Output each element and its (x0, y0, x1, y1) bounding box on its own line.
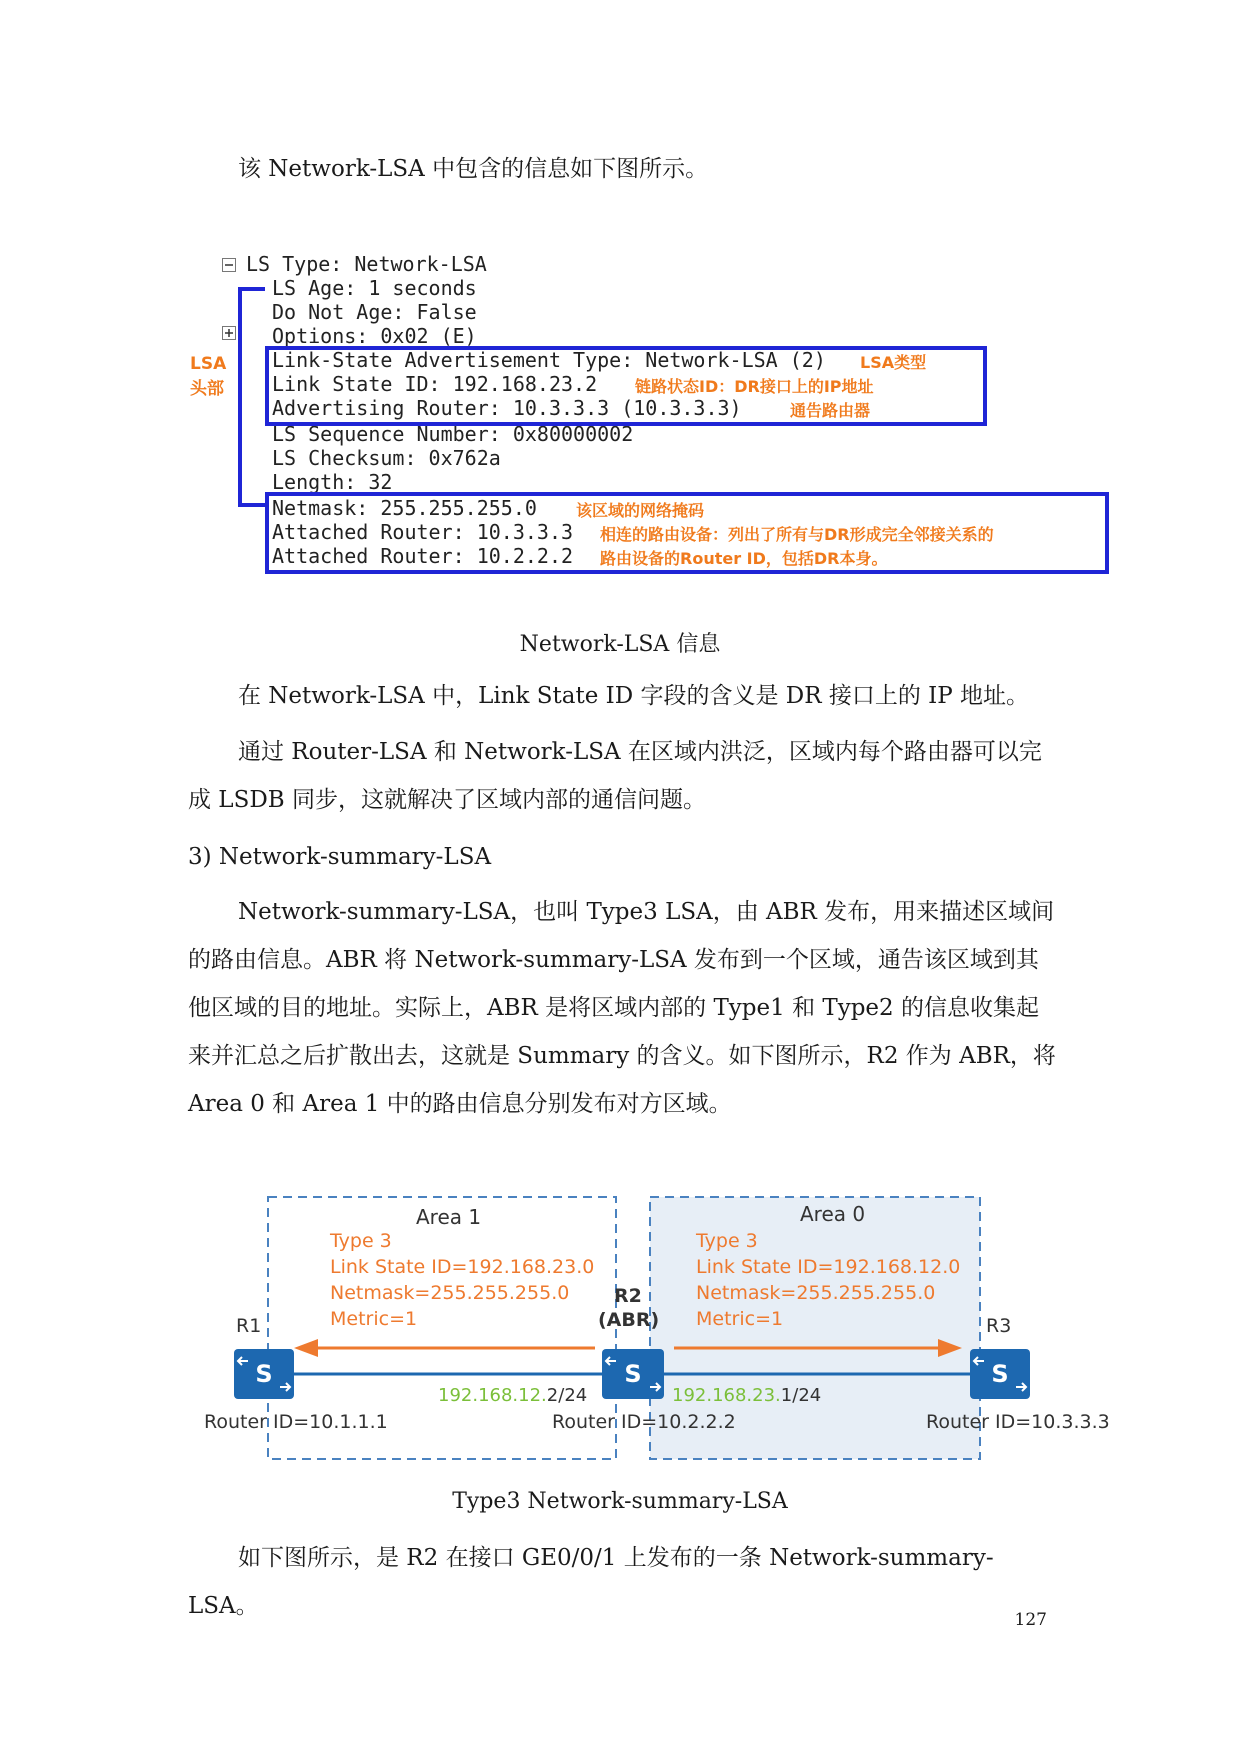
link1-network: 192.168.12. (438, 1385, 547, 1406)
intro-text: 该 Network-LSA 中包含的信息如下图所示。 (238, 156, 709, 182)
annotation-attached-router: 路由设备的Router ID，包括DR本身。 (600, 549, 888, 568)
area-0-lsa-type: Type 3 (696, 1230, 758, 1252)
section-heading: 3) Network-summary-LSA (188, 844, 492, 870)
length-line: Length: 32 (272, 470, 393, 494)
attached-router-line: Attached Router: 10.3.3.3 (272, 520, 574, 544)
ls-seq-line: LS Sequence Number: 0x80000002 (272, 422, 634, 446)
paragraph: Network-summary-LSA，也叫 Type3 LSA，由 ABR 发布，用来描述区域间的路由信息。ABR 将 Network-summary-LSA 发布到一个区域，通告该区域到其他区域的目的地址。实际上，ABR 是将区域内部的 Type1 和 Type2 的信息收集起来并汇总之后扩散出去，这就是 Summary 的含义。如下图所示，R2 作为 ABR，将 Area 0 和 Area 1 中的路由信息分别发布对方区域。 (188, 899, 1056, 1117)
svg-text:S: S (255, 1360, 273, 1388)
area-0-metric: Metric=1 (696, 1308, 784, 1330)
area-1-title: Area 1 (416, 1205, 482, 1229)
area-0-netmask: Netmask=255.255.255.0 (696, 1282, 936, 1304)
expand-icon[interactable] (222, 326, 236, 340)
router-r1-id: Router ID=10.1.1.1 (204, 1411, 388, 1433)
lsa-header-label: LSA (190, 354, 227, 374)
link1-address (438, 1385, 587, 1406)
router-r3-name: R3 (986, 1315, 1012, 1337)
area-1-lsid: Link State ID=192.168.23.0 (330, 1256, 595, 1278)
router-r2-id: Router ID=10.2.2.2 (552, 1411, 736, 1433)
figure-caption: Type3 Network-summary-LSA (452, 1489, 788, 1514)
annotation-lsa-type: LSA类型 (860, 353, 927, 372)
ls-adv-type-line: Link-State Advertisement Type: Network-LSA (2) (272, 348, 826, 372)
svg-text:S: S (991, 1360, 1009, 1388)
paragraph: 通过 Router-LSA 和 Network-LSA 在区域内洪泛，区域内每个路由器可以完成 LSDB 同步，这就解决了区域内部的通信问题。 (188, 739, 1042, 813)
area-1-metric: Metric=1 (330, 1308, 418, 1330)
link1-host: 2/24 (546, 1385, 588, 1406)
annotation-advertising-router: 通告路由器 (790, 401, 871, 420)
ls-age-line: LS Age: 1 seconds (272, 276, 477, 300)
advertising-router-line: Advertising Router: 10.3.3.3 (10.3.3.3) (272, 396, 742, 420)
link2-host: 1/24 (780, 1385, 822, 1406)
arrow-head (294, 1339, 318, 1357)
netmask-line: Netmask: 255.255.255.0 (272, 496, 537, 520)
router-r1-name: R1 (236, 1315, 262, 1337)
annotation-attached-router: 相连的路由设备：列出了所有与DR形成完全邻接关系的 (600, 525, 994, 544)
svg-text:S: S (624, 1360, 642, 1388)
figure-caption: Network-LSA 信息 (519, 632, 721, 657)
page-number: 127 (1014, 1610, 1047, 1630)
link2-network: 192.168.23. (672, 1385, 781, 1406)
paragraph: 在 Network-LSA 中，Link State ID 字段的含义是 DR 接口上的 IP 地址。 (238, 683, 1030, 709)
area-1-netmask: Netmask=255.255.255.0 (330, 1282, 570, 1304)
router-r2-name: R2 (614, 1285, 642, 1307)
ls-type-line: LS Type: Network-LSA (246, 252, 487, 276)
switch-router-icon[interactable] (970, 1349, 1030, 1399)
type3-network-figure (190, 1185, 1130, 1485)
link2-address (672, 1385, 821, 1406)
switch-router-icon[interactable] (602, 1349, 664, 1399)
attached-router-line: Attached Router: 10.2.2.2 (272, 544, 574, 568)
switch-router-icon[interactable] (234, 1349, 294, 1399)
annotation-link-state-id: 链路状态ID：DR接口上的IP地址 (635, 377, 874, 396)
ls-checksum-line: LS Checksum: 0x762a (272, 446, 501, 470)
lsa-header-label: 头部 (190, 379, 224, 399)
area-1-lsa-type: Type 3 (330, 1230, 392, 1252)
link-state-id-line: Link State ID: 192.168.23.2 (272, 372, 598, 396)
do-not-age-line: Do Not Age: False (272, 300, 477, 324)
paragraph: 如下图所示，是 R2 在接口 GE0/0/1 上发布的一条 Network-summary-LSA。 (188, 1545, 994, 1619)
options-line: Options: 0x02 (E) (272, 324, 477, 348)
annotation-netmask: 该区域的网络掩码 (576, 501, 705, 520)
network-lsa-figure (190, 252, 1130, 597)
router-r3-id: Router ID=10.3.3.3 (926, 1411, 1110, 1433)
collapse-icon[interactable] (222, 258, 236, 272)
router-r2-role: (ABR) (598, 1309, 660, 1331)
area-0-title: Area 0 (800, 1202, 866, 1226)
area-0-lsid: Link State ID=192.168.12.0 (696, 1256, 961, 1278)
